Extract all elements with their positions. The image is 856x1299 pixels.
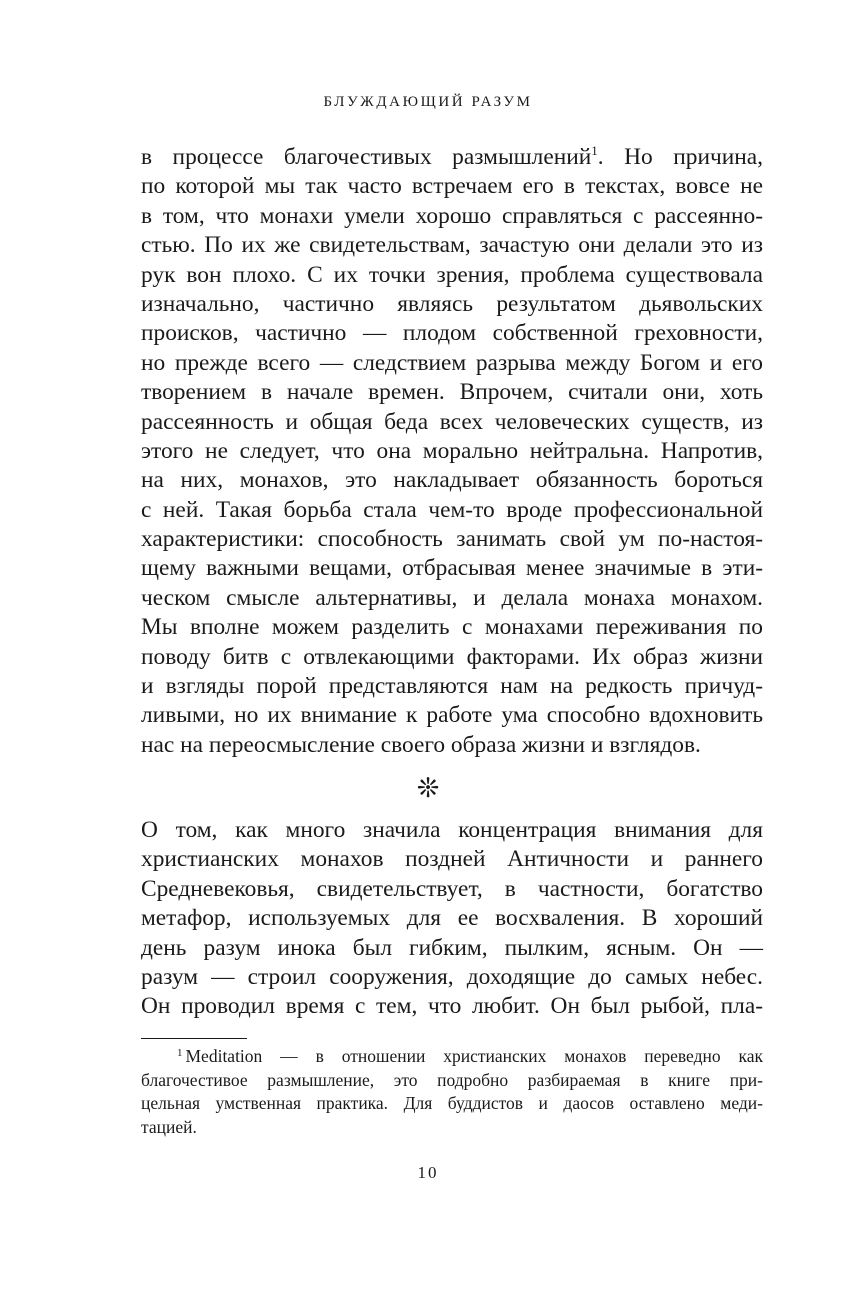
running-head: БЛУЖДАЮЩИЙ РАЗУМ	[323, 94, 533, 110]
paragraph-line: характеристики: способность занимать свой ум по-настоя-	[141, 526, 763, 553]
paragraph-line: с ней. Такая борьба стала чем-то вроде профессиональной	[141, 496, 763, 523]
paragraph-line: изначально, частично являясь результатом дьявольских	[141, 290, 763, 317]
paragraph-line: христианских монахов поздней Античности и раннего	[141, 846, 763, 873]
main-paragraph-1	[141, 143, 763, 760]
paragraph-line: О том, как много значила концентрация внимания для	[141, 817, 763, 843]
paragraph-line: щему важными вещами, отбрасывая менее значимые в эти-	[141, 555, 763, 582]
paragraph-line: ческом смысле альтернативы, и делала монаха монахом.	[141, 584, 763, 611]
paragraph-line: поводу битв с отвлекающими факторами. Их образ жизни	[141, 643, 763, 670]
footnote-line: благочестивое размышление, это подробно разбираемая в книге при-	[141, 1069, 763, 1090]
paragraph-line: нас на переосмысление своего образа жизни и взглядов.	[141, 731, 701, 758]
paragraph-line: творением в начале времен. Впрочем, считали они, хоть	[141, 379, 763, 406]
paragraph-line: рассеянность и общая беда всех человеческих существ, из	[141, 408, 763, 435]
footnote-line-text: Meditation — в отношении христианских монахов переведно как	[185, 1046, 763, 1066]
footnote-line: тацией.	[141, 1116, 197, 1137]
section-separator-ornament: ❊	[416, 773, 440, 803]
paragraph-line: ливыми, но их внимание к работе ума способно вдохновить	[141, 702, 763, 729]
paragraph-line: Он проводил время с тем, что любит. Он был рыбой, пла-	[141, 993, 763, 1020]
page-number: 10	[417, 1163, 439, 1182]
paragraph-line: Средневековья, свидетельствует, в частности, богатство	[141, 875, 763, 902]
paragraph-line: этого не следует, что она морально нейтральна. Напротив,	[141, 437, 763, 464]
paragraph-line: происков, частично — плодом собственной греховности,	[141, 320, 763, 347]
paragraph-line	[141, 143, 763, 172]
paragraph-line: метафор, используемых для ее восхваления. В хороший	[141, 905, 763, 932]
paragraph-line-text: в процессе благочестивых размышлений	[141, 144, 592, 170]
footnote-reference[interactable]: 1	[591, 143, 598, 158]
paragraph-line: по которой мы так часто встречаем его в текстах, вовсе не	[141, 173, 763, 200]
footnote-line	[141, 1045, 763, 1069]
paragraph-line: рук вон плохо. С их точки зрения, проблема существовала	[141, 261, 763, 288]
footnote-marker: 1	[177, 1047, 183, 1059]
footnote-divider	[141, 1038, 247, 1039]
paragraph-line: но прежде всего — следствием разрыва между Богом и его	[141, 349, 763, 376]
paragraph-line-continuation: . Но причина,	[597, 144, 764, 170]
paragraph-line: Мы вполне можем разделить с монахами переживания по	[141, 614, 763, 641]
paragraph-line: на них, монахов, это накладывает обязанность бороться	[141, 467, 763, 494]
paragraph-line: разум — строил сооружения, доходящие до самых небес.	[141, 963, 763, 990]
paragraph-line: и взгляды порой представляются нам на редкость причуд-	[141, 673, 763, 700]
footnote	[141, 1045, 763, 1139]
paragraph-line: стью. По их же свидетельствам, зачастую они делали это из	[141, 232, 763, 259]
main-paragraph-2	[141, 816, 763, 1022]
paragraph-line: в том, что монахи умели хорошо справляться с рассеянно-	[141, 202, 763, 229]
paragraph-line: день разум инока был гибким, пылким, ясным. Он —	[141, 934, 763, 961]
footnote-line: цельная умственная практика. Для буддистов и даосов оставлено меди-	[141, 1093, 763, 1113]
